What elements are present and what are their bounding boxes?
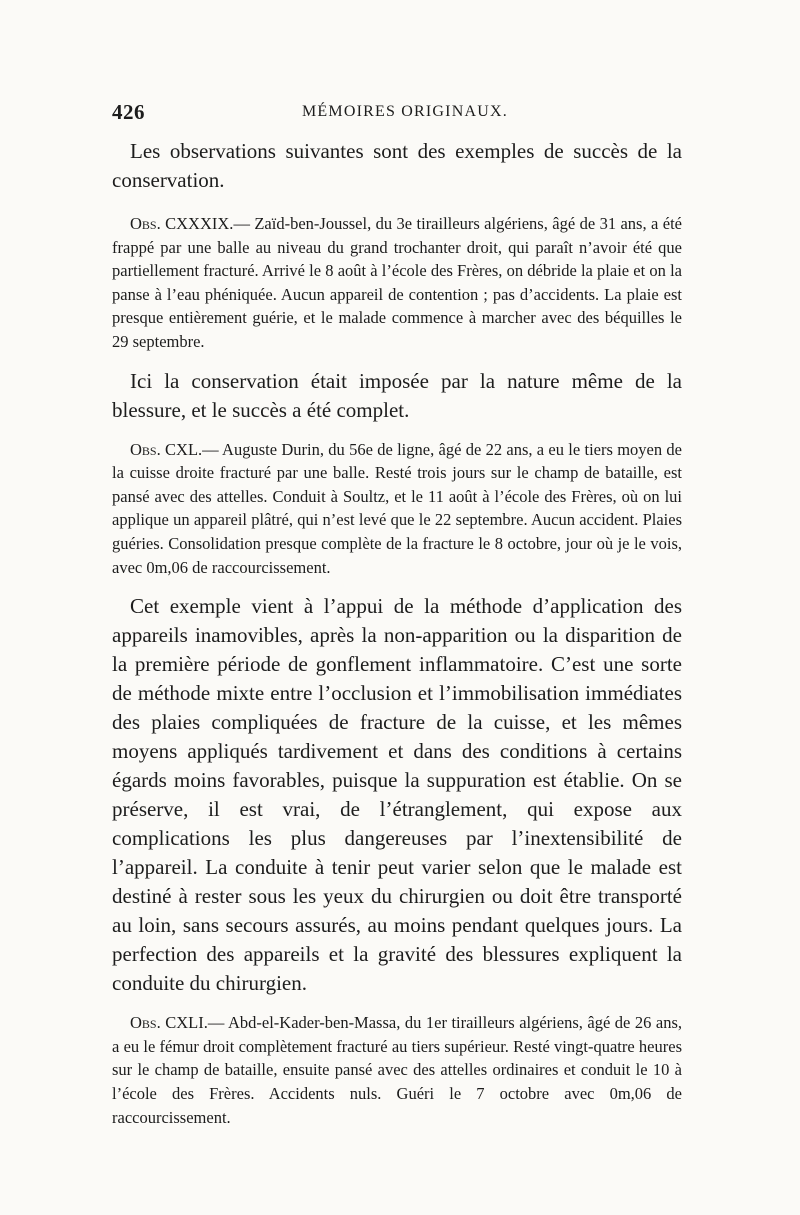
observation-text: — Abd-el-Kader-ben-Massa, du 1er tirailleurs algériens, âgé de 26 ans, a eu le fémur droit complètement fracturé au tiers supérieur. Resté vingt-quatre heures sur le champ de bataille, ensuite pansé avec des attelles ordinaires et conduit le 10 à l’école des Frères. Accidents nuls. Guéri le 7 octobre avec 0m,06 de raccourcissement.	[112, 1013, 683, 1127]
observation-cxxxix	[112, 212, 682, 354]
paragraph-comment-1	[112, 367, 682, 425]
running-title: MÉMOIRES ORIGINAUX.	[302, 103, 508, 120]
observation-label: Obs. CXL.	[130, 439, 203, 459]
observation-cxl	[112, 438, 682, 580]
paragraph-text: Ici la conservation était imposée par la nature même de la blessure, et le succès a été complet.	[112, 368, 682, 422]
page-number: 426	[112, 100, 145, 124]
paragraph-comment-2	[112, 592, 682, 998]
page-body	[112, 137, 682, 1129]
paragraph-text: Cet exemple vient à l’appui de la méthode d’application des appareils inamovibles, après la non-apparition ou la disparition de la première période de gonflement inflammatoire. C’est une sorte de méthode mixte entre l’occlusion et l’immobilisation immédiates des plaies compliquées de fracture de la cuisse, et les mêmes moyens appliqués tardivement et dans des conditions à certains égards moins favorables, puisque la suppuration est établie. On se préserve, il est vrai, de l’étranglement, qui expose aux complications les plus dangereuses par l’inextensibilité de l’appareil. La conduite à tenir peut varier selon que le malade est destiné à rester sous les yeux du chirurgien ou doit être transporté au loin, sans secours assurés, au moins pendant quelques jours. La perfection des appareils et la gravité des blessures expliquent la conduite du chirurgien.	[112, 594, 682, 996]
paragraph-text: Les observations suivantes sont des exemples de succès de la conservation.	[112, 139, 682, 192]
observation-cxli	[112, 1011, 682, 1129]
observation-text: — Auguste Durin, du 56e de ligne, âgé de 22 ans, a eu le tiers moyen de la cuisse droite fracturé par une balle. Resté trois jours sur le champ de bataille, est pansé avec des attelles. Conduit à Soultz, et le 11 août à l’école des Frères, où on lui applique un appareil plâtré, qui n’est levé que le 22 septembre. Aucun accident. Plaies guéries. Consolidation presque complète de la fracture le 8 octobre, jour où je le vois, avec 0m,06 de raccourcissement.	[112, 439, 682, 577]
observation-label: Obs. CXLI.	[130, 1013, 208, 1033]
page-header	[112, 100, 682, 128]
paragraph-intro	[112, 137, 682, 195]
observation-label: Obs. CXXXIX.	[130, 214, 234, 233]
observation-text: — Zaïd-ben-Joussel, du 3e tirailleurs algériens, âgé de 31 ans, a été frappé par une balle au niveau du grand trochanter droit, qui paraît n’avoir été que partiellement fracturé. Arrivé le 8 août à l’école des Frères, on débride la plaie et on la panse à l’eau phéniquée. Aucun appareil de contention ; pas d’accidents. La plaie est presque entièrement guérie, et le malade commence à marcher avec des béquilles le 29 septembre.	[112, 214, 682, 351]
